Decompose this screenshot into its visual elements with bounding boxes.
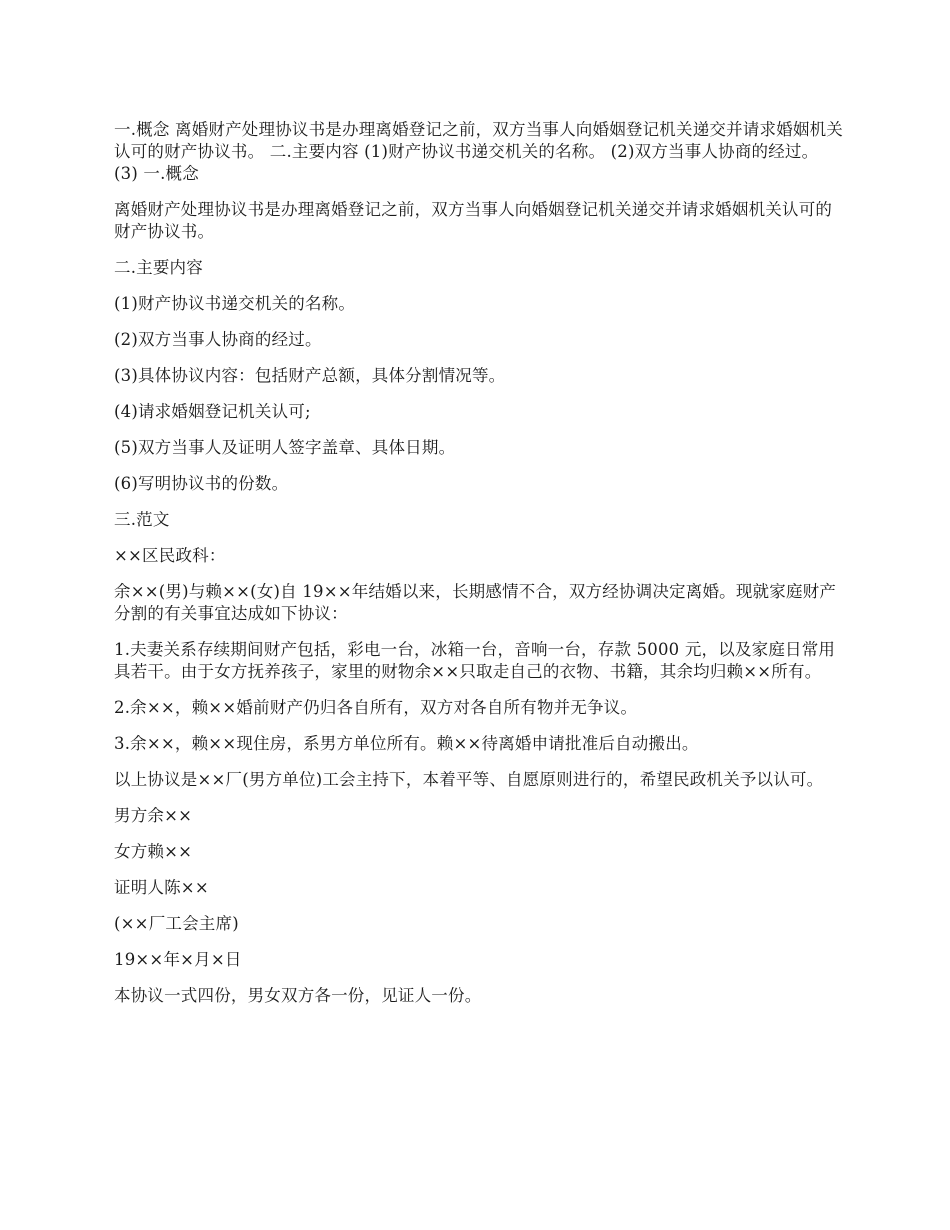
sample-intro-paragraph: 余××(男)与赖××(女)自 19××年结婚以来，长期感情不合，双方经协调决定离婚。现就家庭财产分割的有关事宜达成如下协议：: [114, 582, 837, 623]
signature-witness: 证明人陈××: [114, 878, 209, 897]
section-heading-sample: 三.范文: [114, 510, 170, 529]
content-item-4: (4)请求婚姻登记机关认可;: [114, 402, 311, 421]
signature-male-party: 男方余××: [114, 806, 193, 825]
agreement-clause-2: 2.余××，赖××婚前财产仍归各自所有，双方对各自所有物并无争议。: [114, 698, 638, 717]
intro-summary-paragraph: 一.概念 离婚财产处理协议书是办理离婚登记之前，双方当事人向婚姻登记机关递交并请求婚姻机关认可的财产协议书。 二.主要内容 (1)财产协议书递交机关的名称。 (2)双方当事人协商的经过。 (3) 一.概念: [114, 120, 843, 183]
content-item-6: (6)写明协议书的份数。: [114, 474, 289, 493]
document-body: [114, 119, 844, 1021]
copies-note: 本协议一式四份，男女双方各一份，见证人一份。: [114, 986, 482, 1005]
agreement-clause-1: 1.夫妻关系存续期间财产包括，彩电一台，冰箱一台，音响一台，存款 5000 元，以及家庭日常用具若干。由于女方抚养孩子，家里的财物余××只取走自己的衣物、书籍，其余均归赖××所有。: [114, 640, 836, 681]
section-heading-main-content: 二.主要内容: [114, 258, 203, 277]
content-item-3: (3)具体协议内容：包括财产总额，具体分割情况等。: [114, 366, 506, 385]
closing-paragraph: 以上协议是××厂(男方单位)工会主持下，本着平等、自愿原则进行的，希望民政机关予以认可。: [114, 770, 824, 789]
signature-female-party: 女方赖××: [114, 842, 193, 861]
addressee-line: ××区民政科：: [114, 546, 226, 565]
signing-date: 19××年×月×日: [114, 950, 242, 969]
content-item-2: (2)双方当事人协商的经过。: [114, 330, 322, 349]
concept-definition-paragraph: 离婚财产处理协议书是办理离婚登记之前，双方当事人向婚姻登记机关递交并请求婚姻机关认可的财产协议书。: [114, 200, 833, 241]
witness-title: (××厂工会主席): [114, 914, 239, 933]
content-item-1: (1)财产协议书递交机关的名称。: [114, 294, 356, 313]
content-item-5: (5)双方当事人及证明人签字盖章、具体日期。: [114, 438, 456, 457]
agreement-clause-3: 3.余××，赖××现住房，系男方单位所有。赖××待离婚申请批准后自动搬出。: [114, 734, 699, 753]
